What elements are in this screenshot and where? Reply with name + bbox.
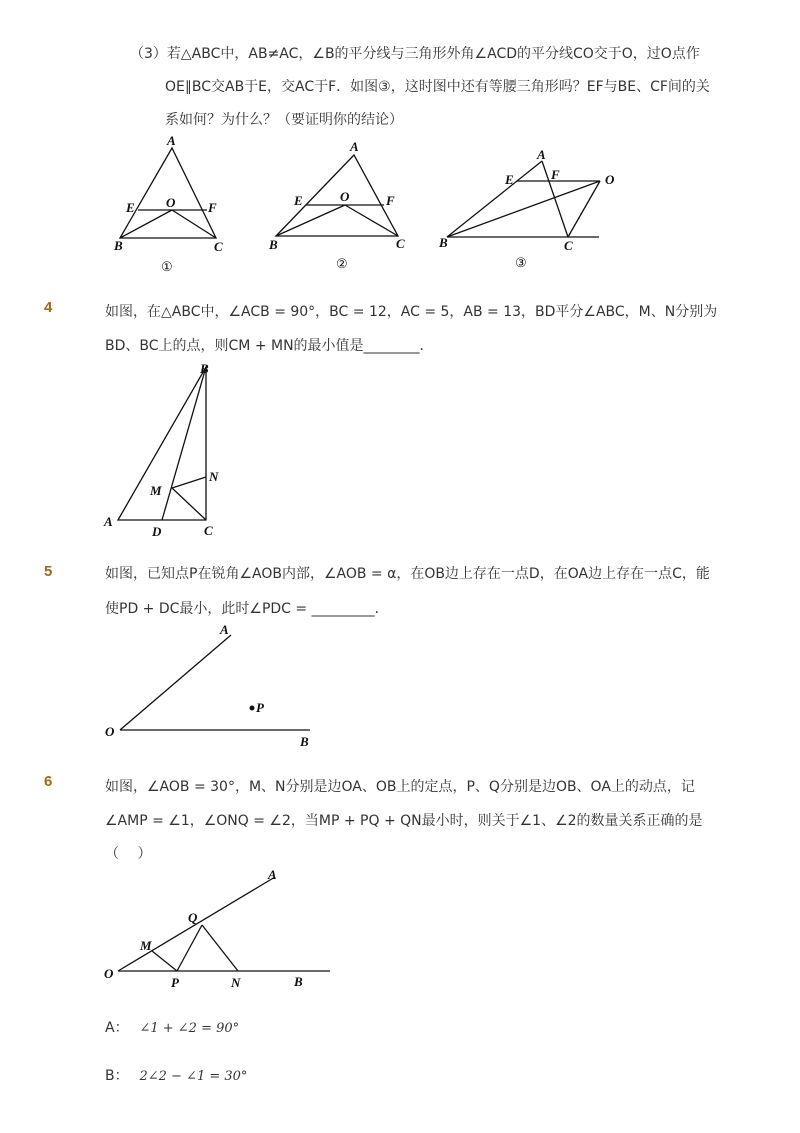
q3-line-3: 系如何？为什么？（要证明你的结论） (165, 112, 403, 128)
label-b: B (439, 235, 448, 250)
question-number: 4 (44, 299, 53, 316)
option-b-text: 2∠2 − ∠1 = 30° (139, 1069, 248, 1084)
label-b: B (294, 974, 303, 989)
label-o: O (340, 189, 350, 204)
q3-line-1: （3）若△ABC中，AB≠AC，∠B的平分线与三角形外角∠ACD的平分线CO交于O，过O点作 (130, 46, 700, 62)
label-a: A (268, 867, 277, 882)
label-a: A (167, 133, 176, 148)
ray-oa (120, 635, 231, 730)
label-a: A (537, 147, 546, 162)
caption-1: ① (161, 259, 173, 274)
caption-2: ② (336, 256, 348, 271)
segment-mp (152, 951, 177, 971)
label-c: C (204, 523, 213, 538)
label-a: A (350, 139, 359, 154)
option-a[interactable] (105, 1017, 239, 1037)
segment-bd (162, 367, 206, 520)
label-f: F (208, 200, 217, 215)
segment-qn (202, 925, 238, 971)
segment-co (568, 181, 600, 237)
label-c: C (214, 239, 223, 254)
label-o: O (166, 195, 176, 210)
label-e: E (126, 200, 135, 215)
q3-line-2: OE∥BC交AB于E，交AC于F．如图③，这时图中还有等腰三角形吗？EF与BE、CF间的关 (165, 79, 710, 95)
label-d: D (152, 524, 162, 539)
option-a-text: ∠1 + ∠2 = 90° (139, 1021, 240, 1036)
option-a-label: A： (105, 1020, 129, 1036)
label-a: A (220, 622, 229, 637)
q4-figure (100, 355, 240, 545)
segment-ba (447, 161, 542, 237)
label-b: B (300, 734, 309, 749)
label-e: E (294, 193, 303, 208)
option-b[interactable] (105, 1065, 247, 1085)
label-p: P (171, 975, 179, 990)
label-b: B (114, 238, 123, 253)
q3-figure-2 (262, 135, 412, 275)
caption-3: ③ (515, 255, 527, 270)
q6-figure (100, 865, 340, 995)
q5-figure (100, 620, 320, 750)
label-f: F (386, 193, 395, 208)
label-c: C (396, 236, 405, 251)
label-f: F (551, 167, 560, 182)
label-m: M (140, 938, 152, 953)
q3-figure-1 (100, 130, 250, 280)
q5-line-2: 使PD + DC最小，此时∠PDC = _________． (105, 601, 389, 617)
label-o: O (104, 966, 114, 981)
label-b: B (200, 361, 209, 376)
label-m: M (150, 483, 162, 498)
question-number: 5 (44, 563, 53, 580)
label-o: O (605, 172, 615, 187)
segment-mc (172, 488, 206, 520)
label-c: C (564, 238, 573, 253)
segment-bo (276, 205, 345, 236)
label-n: N (209, 469, 219, 484)
q4-line-1: 如图，在△ABC中，∠ACB = 90°，BC = 12，AC = 5，AB = 13，BD平分∠ABC，M、N分别为 (105, 304, 718, 320)
triangle-abc (118, 367, 206, 520)
q5-line-1: 如图，已知点P在锐角∠AOB内部，∠AOB = α，在OB边上存在一点D，在OA边上存在一点C，能 (105, 566, 710, 582)
segment-pq (177, 925, 202, 971)
label-a: A (104, 514, 113, 529)
label-o: O (105, 724, 115, 739)
option-b-label: B： (105, 1068, 129, 1084)
q3-figure-3 (435, 147, 615, 275)
q6-line-2: ∠AMP = ∠1，∠ONQ = ∠2，当MP + PQ + QN最小时，则关于∠1、∠2的数量关系正确的是 (105, 813, 703, 829)
q4-line-2: BD、BC上的点，则CM + MN的最小值是________． (105, 338, 434, 354)
label-b: B (269, 237, 278, 252)
triangle-abc (120, 148, 216, 238)
label-n: N (231, 975, 241, 990)
segment-bo (447, 181, 600, 237)
point-p (250, 706, 255, 711)
label-p: P (256, 700, 264, 715)
label-e: E (505, 172, 514, 187)
q6-line-1: 如图，∠AOB = 30°，M、N分别是边OA、OB上的定点，P、Q分别是边OB、OA上的动点，记 (105, 779, 695, 795)
question-number: 6 (44, 773, 53, 790)
q6-line-3: （ ） (105, 846, 152, 862)
segment-mn (172, 477, 206, 488)
label-q: Q (188, 910, 198, 925)
